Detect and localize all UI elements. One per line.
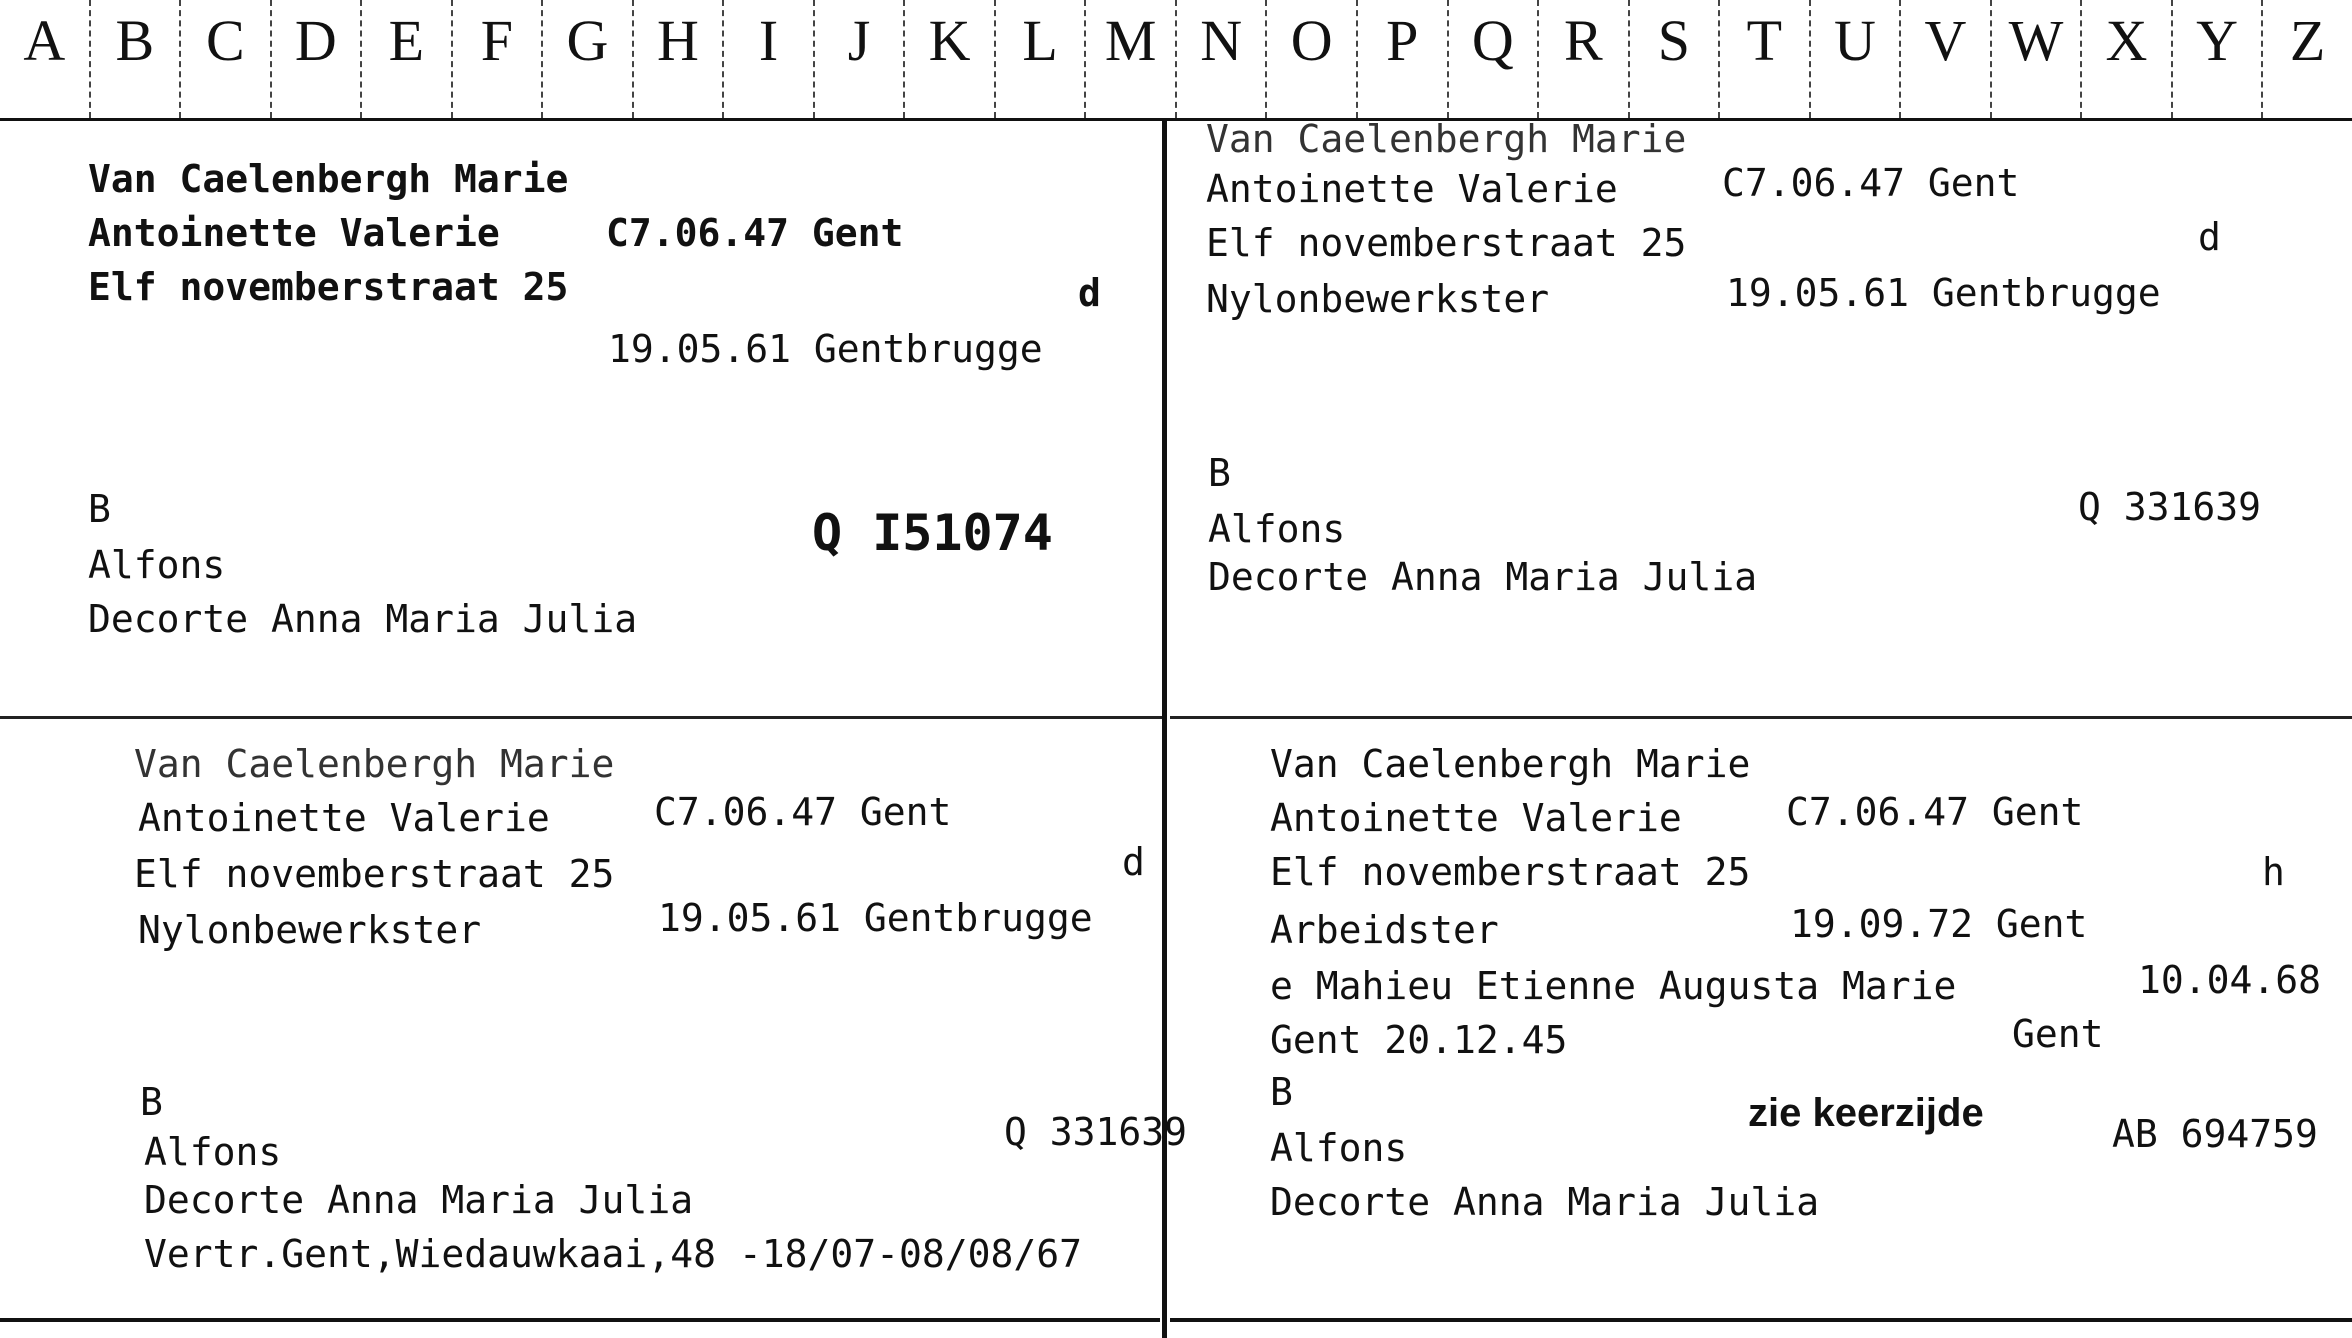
card-mother: Decorte Anna Maria Julia bbox=[1270, 1180, 1820, 1224]
index-letter-f: F bbox=[453, 0, 544, 118]
card-spouse-date: 10.04.68 bbox=[2138, 958, 2322, 1002]
index-letter-l: L bbox=[996, 0, 1087, 118]
card-name-line1: Van Caelenbergh Marie bbox=[88, 157, 569, 201]
index-letter-a: A bbox=[0, 0, 91, 118]
index-letter-k: K bbox=[905, 0, 996, 118]
card-status: d bbox=[2198, 215, 2221, 259]
index-letter-b: B bbox=[91, 0, 182, 118]
card-address: Elf novemberstraat 25 bbox=[1270, 850, 1751, 894]
card-remark-stamp: zie keerzijde bbox=[1748, 1091, 1984, 1135]
card-number: Q I51074 bbox=[812, 504, 1053, 562]
index-letter-r: R bbox=[1539, 0, 1630, 118]
index-letter-j: J bbox=[815, 0, 906, 118]
card-top-right bbox=[1168, 118, 2352, 716]
index-letter-s: S bbox=[1630, 0, 1721, 118]
card-top-left bbox=[0, 118, 1160, 716]
bottom-line-right bbox=[1170, 1318, 2352, 1322]
card-address: Elf novemberstraat 25 bbox=[88, 265, 569, 309]
alphabet-index bbox=[0, 0, 2352, 121]
card-address: Elf novemberstraat 25 bbox=[134, 852, 615, 896]
card-status: d bbox=[1122, 840, 1145, 884]
index-letter-n: N bbox=[1177, 0, 1268, 118]
card-father: Alfons bbox=[1270, 1126, 1408, 1170]
index-letter-v: V bbox=[1901, 0, 1992, 118]
vertical-divider bbox=[1162, 118, 1167, 1338]
card-name-line1: Van Caelenbergh Marie bbox=[134, 742, 615, 786]
card-mother: Decorte Anna Maria Julia bbox=[88, 597, 638, 641]
card-occupation: Arbeidster bbox=[1270, 908, 1499, 952]
card-code: B bbox=[140, 1080, 163, 1124]
card-name-line2: Antoinette Valerie bbox=[88, 211, 500, 255]
index-letter-w: W bbox=[1992, 0, 2083, 118]
card-bottom-left bbox=[0, 719, 1188, 1317]
index-letter-e: E bbox=[362, 0, 453, 118]
card-birth: C7.06.47 Gent bbox=[606, 211, 904, 255]
card-code: B bbox=[1270, 1070, 1293, 1114]
card-number: Q 331639 bbox=[1004, 1110, 1188, 1154]
card-status: d bbox=[1078, 271, 1101, 315]
card-occupation: Nylonbewerkster bbox=[138, 908, 482, 952]
index-letter-g: G bbox=[543, 0, 634, 118]
card-code: B bbox=[88, 487, 111, 531]
card-birth: C7.06.47 Gent bbox=[1722, 161, 2020, 205]
card-spouse-birth: Gent 20.12.45 bbox=[1270, 1018, 1568, 1062]
card-number: Q 331639 bbox=[2078, 485, 2262, 529]
card-name-line1: Van Caelenbergh Marie bbox=[1270, 742, 1751, 786]
index-letter-h: H bbox=[634, 0, 725, 118]
card-date-place: 19.05.61 Gentbrugge bbox=[658, 896, 1093, 940]
index-letter-i: I bbox=[724, 0, 815, 118]
card-name-line1: Van Caelenbergh Marie bbox=[1206, 117, 1687, 161]
card-note: Vertr.Gent,Wiedauwkaai,48 -18/07-08/08/67 bbox=[144, 1232, 1082, 1276]
index-letter-u: U bbox=[1811, 0, 1902, 118]
card-mother: Decorte Anna Maria Julia bbox=[1208, 555, 1758, 599]
index-letter-o: O bbox=[1267, 0, 1358, 118]
card-number: AB 694759 bbox=[2112, 1112, 2318, 1156]
index-letter-x: X bbox=[2082, 0, 2173, 118]
card-birth: C7.06.47 Gent bbox=[654, 790, 952, 834]
card-name-line2: Antoinette Valerie bbox=[1270, 796, 1682, 840]
bottom-line-left bbox=[0, 1318, 1160, 1322]
card-bottom-right bbox=[1168, 719, 2352, 1317]
card-code: B bbox=[1208, 451, 1231, 495]
index-letter-d: D bbox=[272, 0, 363, 118]
card-status: h bbox=[2262, 850, 2285, 894]
card-name-line2: Antoinette Valerie bbox=[138, 796, 550, 840]
index-letter-m: M bbox=[1086, 0, 1177, 118]
card-father: Alfons bbox=[88, 543, 226, 587]
card-date-place: 19.09.72 Gent bbox=[1790, 902, 2088, 946]
card-spouse: e Mahieu Etienne Augusta Marie bbox=[1270, 964, 1957, 1008]
card-birth: C7.06.47 Gent bbox=[1786, 790, 2084, 834]
card-mother: Decorte Anna Maria Julia bbox=[144, 1178, 694, 1222]
card-address: Elf novemberstraat 25 bbox=[1206, 221, 1687, 265]
card-date-place: 19.05.61 Gentbrugge bbox=[608, 327, 1043, 371]
card-spouse-place: Gent bbox=[2012, 1012, 2104, 1056]
index-letter-z: Z bbox=[2289, 8, 2326, 73]
card-father: Alfons bbox=[1208, 507, 1346, 551]
index-letter-q: Q bbox=[1449, 0, 1540, 118]
card-father: Alfons bbox=[144, 1130, 282, 1174]
index-letter-p: P bbox=[1358, 0, 1449, 118]
card-name-line2: Antoinette Valerie bbox=[1206, 167, 1618, 211]
card-occupation: Nylonbewerkster bbox=[1206, 277, 1550, 321]
index-letter-c: C bbox=[181, 0, 272, 118]
index-letter-t: T bbox=[1720, 0, 1811, 118]
card-date-place: 19.05.61 Gentbrugge bbox=[1726, 271, 2161, 315]
index-letter-y: Y bbox=[2173, 0, 2264, 118]
